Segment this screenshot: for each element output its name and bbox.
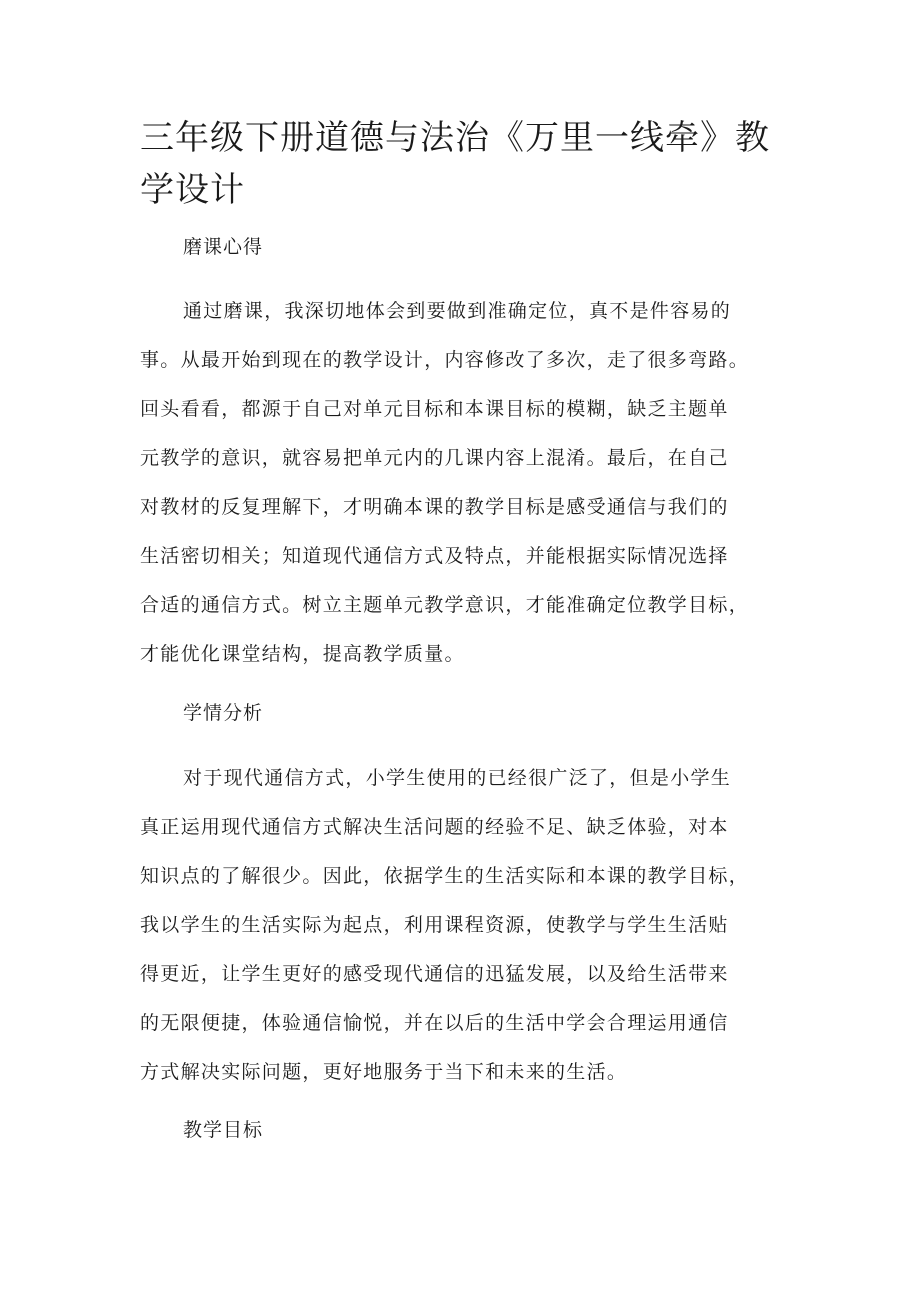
paragraph-line: 合适的通信方式。树立主题单元教学意识，才能准确定位教学目标，: [140, 594, 750, 616]
paragraph-line: 通过磨课，我深切地体会到要做到准确定位，真不是件容易的: [183, 300, 732, 322]
section-heading-1: 磨课心得: [183, 236, 264, 258]
paragraph-line: 的无限便捷，体验通信愉悦，并在以后的生活中学会合理运用通信: [140, 1012, 729, 1034]
section-heading-2: 学情分析: [183, 702, 264, 724]
paragraph-line: 元教学的意识，就容易把单元内的几课内容上混淆。最后，在自己: [140, 447, 729, 469]
paragraph-line: 得更近，让学生更好的感受现代通信的迅猛发展，以及给生活带来: [140, 963, 729, 985]
paragraph-line: 回头看看，都源于自己对单元目标和本课目标的模糊，缺乏主题单: [140, 398, 729, 420]
paragraph-line: 对教材的反复理解下，才明确本课的教学目标是感受通信与我们的: [140, 496, 729, 518]
document-title: 三年级下册道德与法治《万里一线牵》教学设计: [140, 118, 770, 210]
paragraph-line: 事。从最开始到现在的教学设计，内容修改了多次，走了很多弯路。: [140, 349, 750, 371]
paragraph-line: 对于现代通信方式，小学生使用的已经很广泛了，但是小学生: [183, 767, 732, 789]
paragraph-line: 才能优化课堂结构，提高教学质量。: [140, 643, 465, 665]
paragraph-line: 真正运用现代通信方式解决生活问题的经验不足、缺乏体验，对本: [140, 816, 729, 838]
paragraph-line: 生活密切相关；知道现代通信方式及特点，并能根据实际情况选择: [140, 545, 729, 567]
paragraph-line: 知识点的了解很少。因此，依据学生的生活实际和本课的教学目标，: [140, 865, 750, 887]
section-heading-3: 教学目标: [183, 1119, 264, 1141]
paragraph-line: 方式解决实际问题，更好地服务于当下和未来的生活。: [140, 1061, 628, 1083]
paragraph-line: 我以学生的生活实际为起点，利用课程资源，使教学与学生生活贴: [140, 914, 729, 936]
